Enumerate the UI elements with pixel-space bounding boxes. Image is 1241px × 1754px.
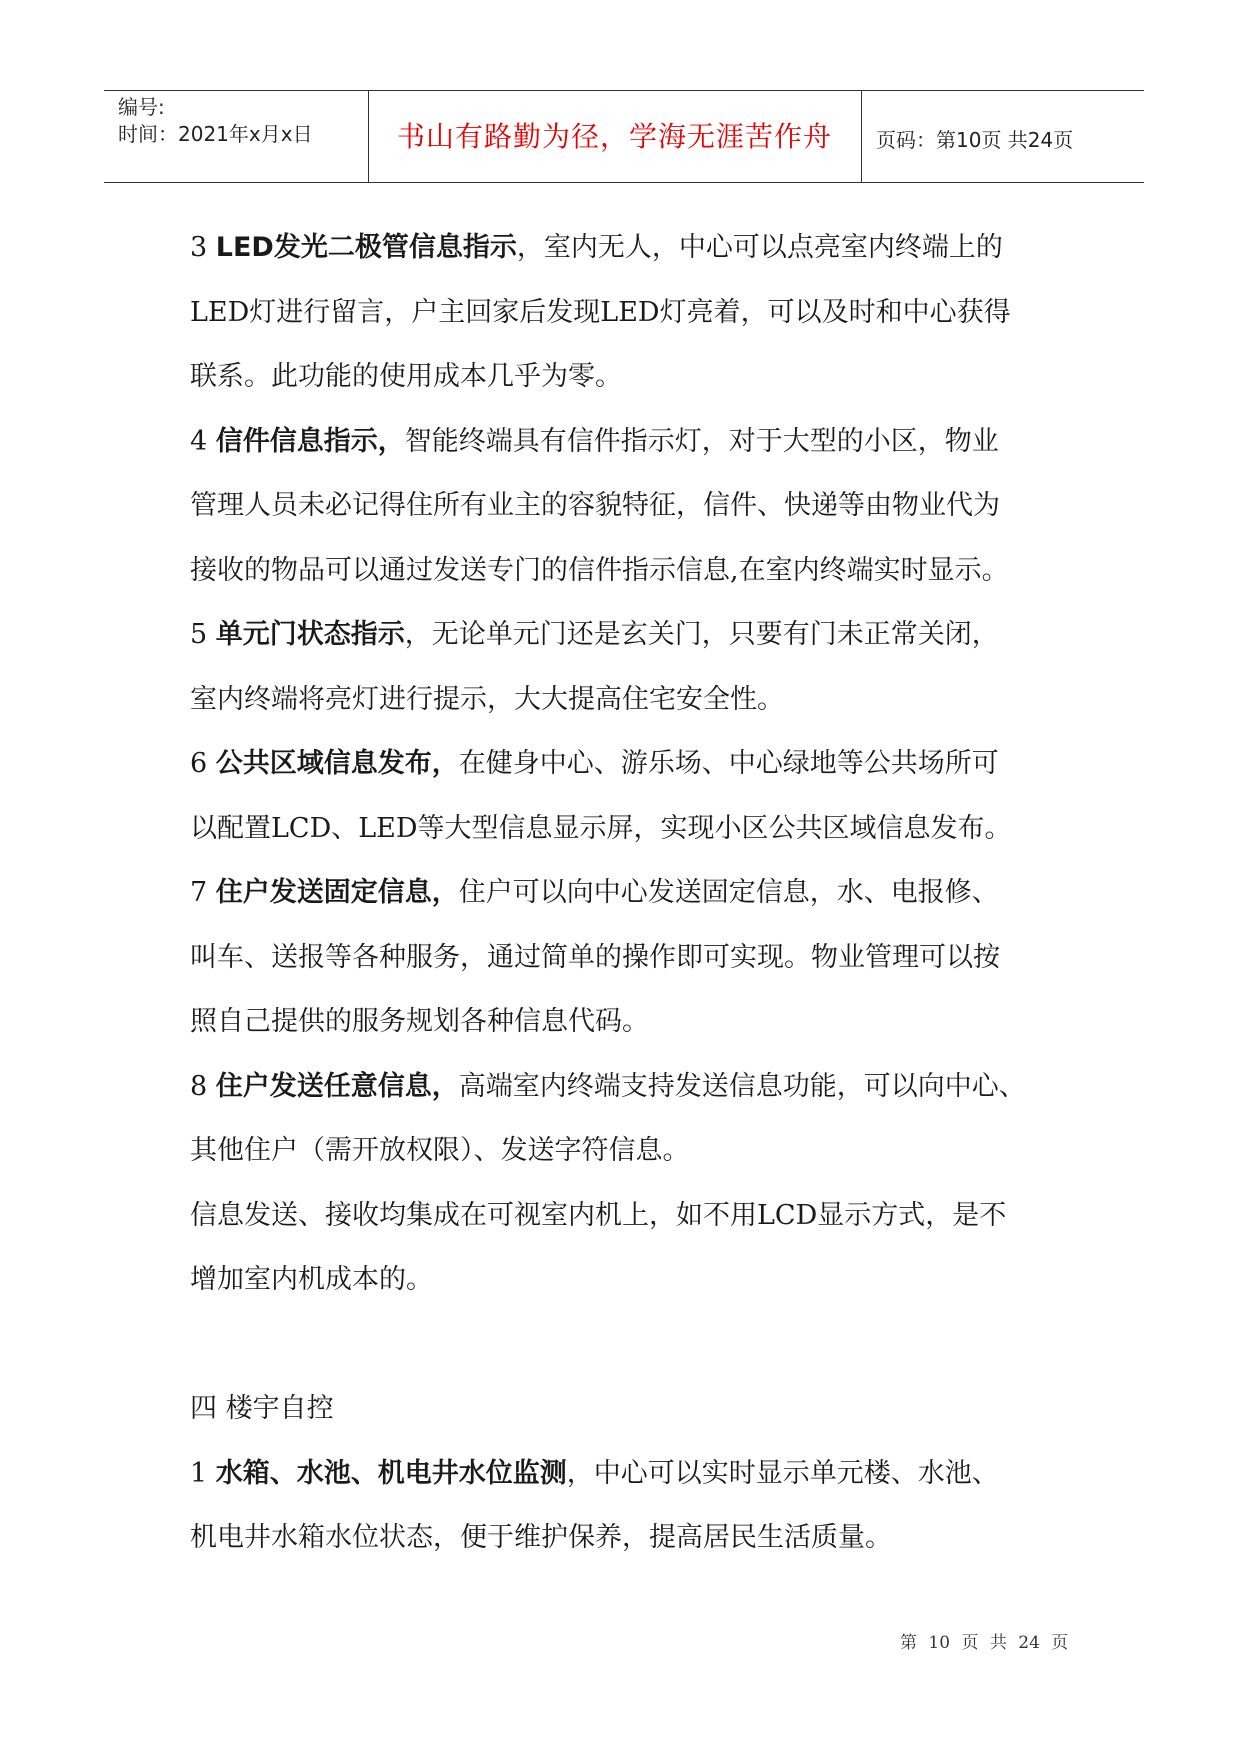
paragraph-7-line-2: 叫车、送报等各种服务，通过简单的操作即可实现。物业管理可以按 <box>190 941 1000 973</box>
item-title: 水箱、水池、机电井水位监测 <box>215 1457 567 1489</box>
item-title: 单元门状态指示 <box>215 619 405 650</box>
item-number: 7 <box>190 877 216 908</box>
paragraph-3-line-3: 联系。此功能的使用成本几乎为零。 <box>190 361 622 392</box>
note-line-1: 信息发送、接收均集成在可视室内机上，如不用LCD显示方式，是不 <box>190 1199 1007 1231</box>
item-text: 高端室内终端支持发送信息功能，可以向中心、 <box>458 1070 1026 1102</box>
item-number: 6 <box>190 748 216 779</box>
paragraph-5-line-1 <box>190 603 1070 668</box>
header-top-rule <box>104 90 1144 91</box>
paragraph-4-line-2: 管理人员未必记得住所有业主的容貌特征，信件、快递等由物业代为 <box>190 490 1000 521</box>
paragraph-8-line-2: 其他住户（需开放权限）、发送字符信息。 <box>190 1135 690 1166</box>
item-title: 信件信息指示， <box>215 425 405 457</box>
note-line-2: 增加室内机成本的。 <box>190 1264 433 1295</box>
header-page-info: 页码：第10页 共24页 <box>876 128 1074 152</box>
document-body <box>190 216 1070 1571</box>
item-number: 8 <box>190 1070 216 1102</box>
paragraph-4-line-1 <box>190 410 1070 475</box>
header-bottom-rule <box>104 182 1144 183</box>
paragraph-8-line-1 <box>190 1055 1070 1120</box>
time-label: 时间：2021年x月x日 <box>118 122 313 146</box>
page-footer: 第 10 页 共 24 页 <box>900 1633 1069 1653</box>
item-title: 住户发送任意信息， <box>215 1070 459 1102</box>
paragraph-6-line-2: 以配置LCD、LED等大型信息显示屏，实现小区公共区域信息发布。 <box>190 812 1012 844</box>
header-motto: 书山有路勤为径，学海无涯苦作舟 <box>396 120 832 153</box>
item-text: ，无论单元门还是玄关门，只要有门未正常关闭， <box>404 619 999 650</box>
item-title: 公共区域信息发布， <box>215 748 459 779</box>
section-spacer <box>190 1313 1070 1378</box>
header-divider-right <box>861 90 862 182</box>
paragraph-6-line-1 <box>190 732 1070 797</box>
section-heading: 四 楼宇自控 <box>190 1393 334 1424</box>
paragraph-5-line-2: 室内终端将亮灯进行提示，大大提高住宅安全性。 <box>190 683 784 715</box>
serial-label: 编号: <box>118 95 165 119</box>
paragraph-3-line-1 <box>190 216 1070 281</box>
item-title: 住户发送固定信息， <box>215 877 459 908</box>
paragraph-7-line-3: 照自己提供的服务规划各种信息代码。 <box>190 1006 649 1037</box>
paragraph-7-line-1 <box>190 861 1070 926</box>
header-meta <box>118 94 313 148</box>
item-number: 4 <box>190 425 216 457</box>
item-text: 住户可以向中心发送固定信息，水、电报修、 <box>458 877 999 908</box>
item-title: LED发光二极管信息指示 <box>215 232 517 263</box>
paragraph-4-line-3: 接收的物品可以通过发送专门的信件指示信息,在室内终端实时显示。 <box>190 554 1009 586</box>
item-text: 智能终端具有信件指示灯，对于大型的小区，物业 <box>404 425 999 457</box>
item-number: 3 <box>190 232 216 263</box>
item-text: 在健身中心、游乐场、中心绿地等公共场所可 <box>458 748 999 779</box>
item-text: ，中心可以实时显示单元楼、水池、 <box>566 1457 999 1489</box>
item-number: 1 <box>190 1457 216 1489</box>
section-item-1-line-1 <box>190 1442 1070 1507</box>
section-item-1-line-2: 机电井水箱水位状态，便于维护保养，提高居民生活质量。 <box>190 1522 892 1553</box>
paragraph-3-line-2: LED灯进行留言，户主回家后发现LED灯亮着，可以及时和中心获得 <box>190 296 1011 328</box>
item-text: ，室内无人，中心可以点亮室内终端上的 <box>516 232 1003 263</box>
item-number: 5 <box>190 619 216 650</box>
